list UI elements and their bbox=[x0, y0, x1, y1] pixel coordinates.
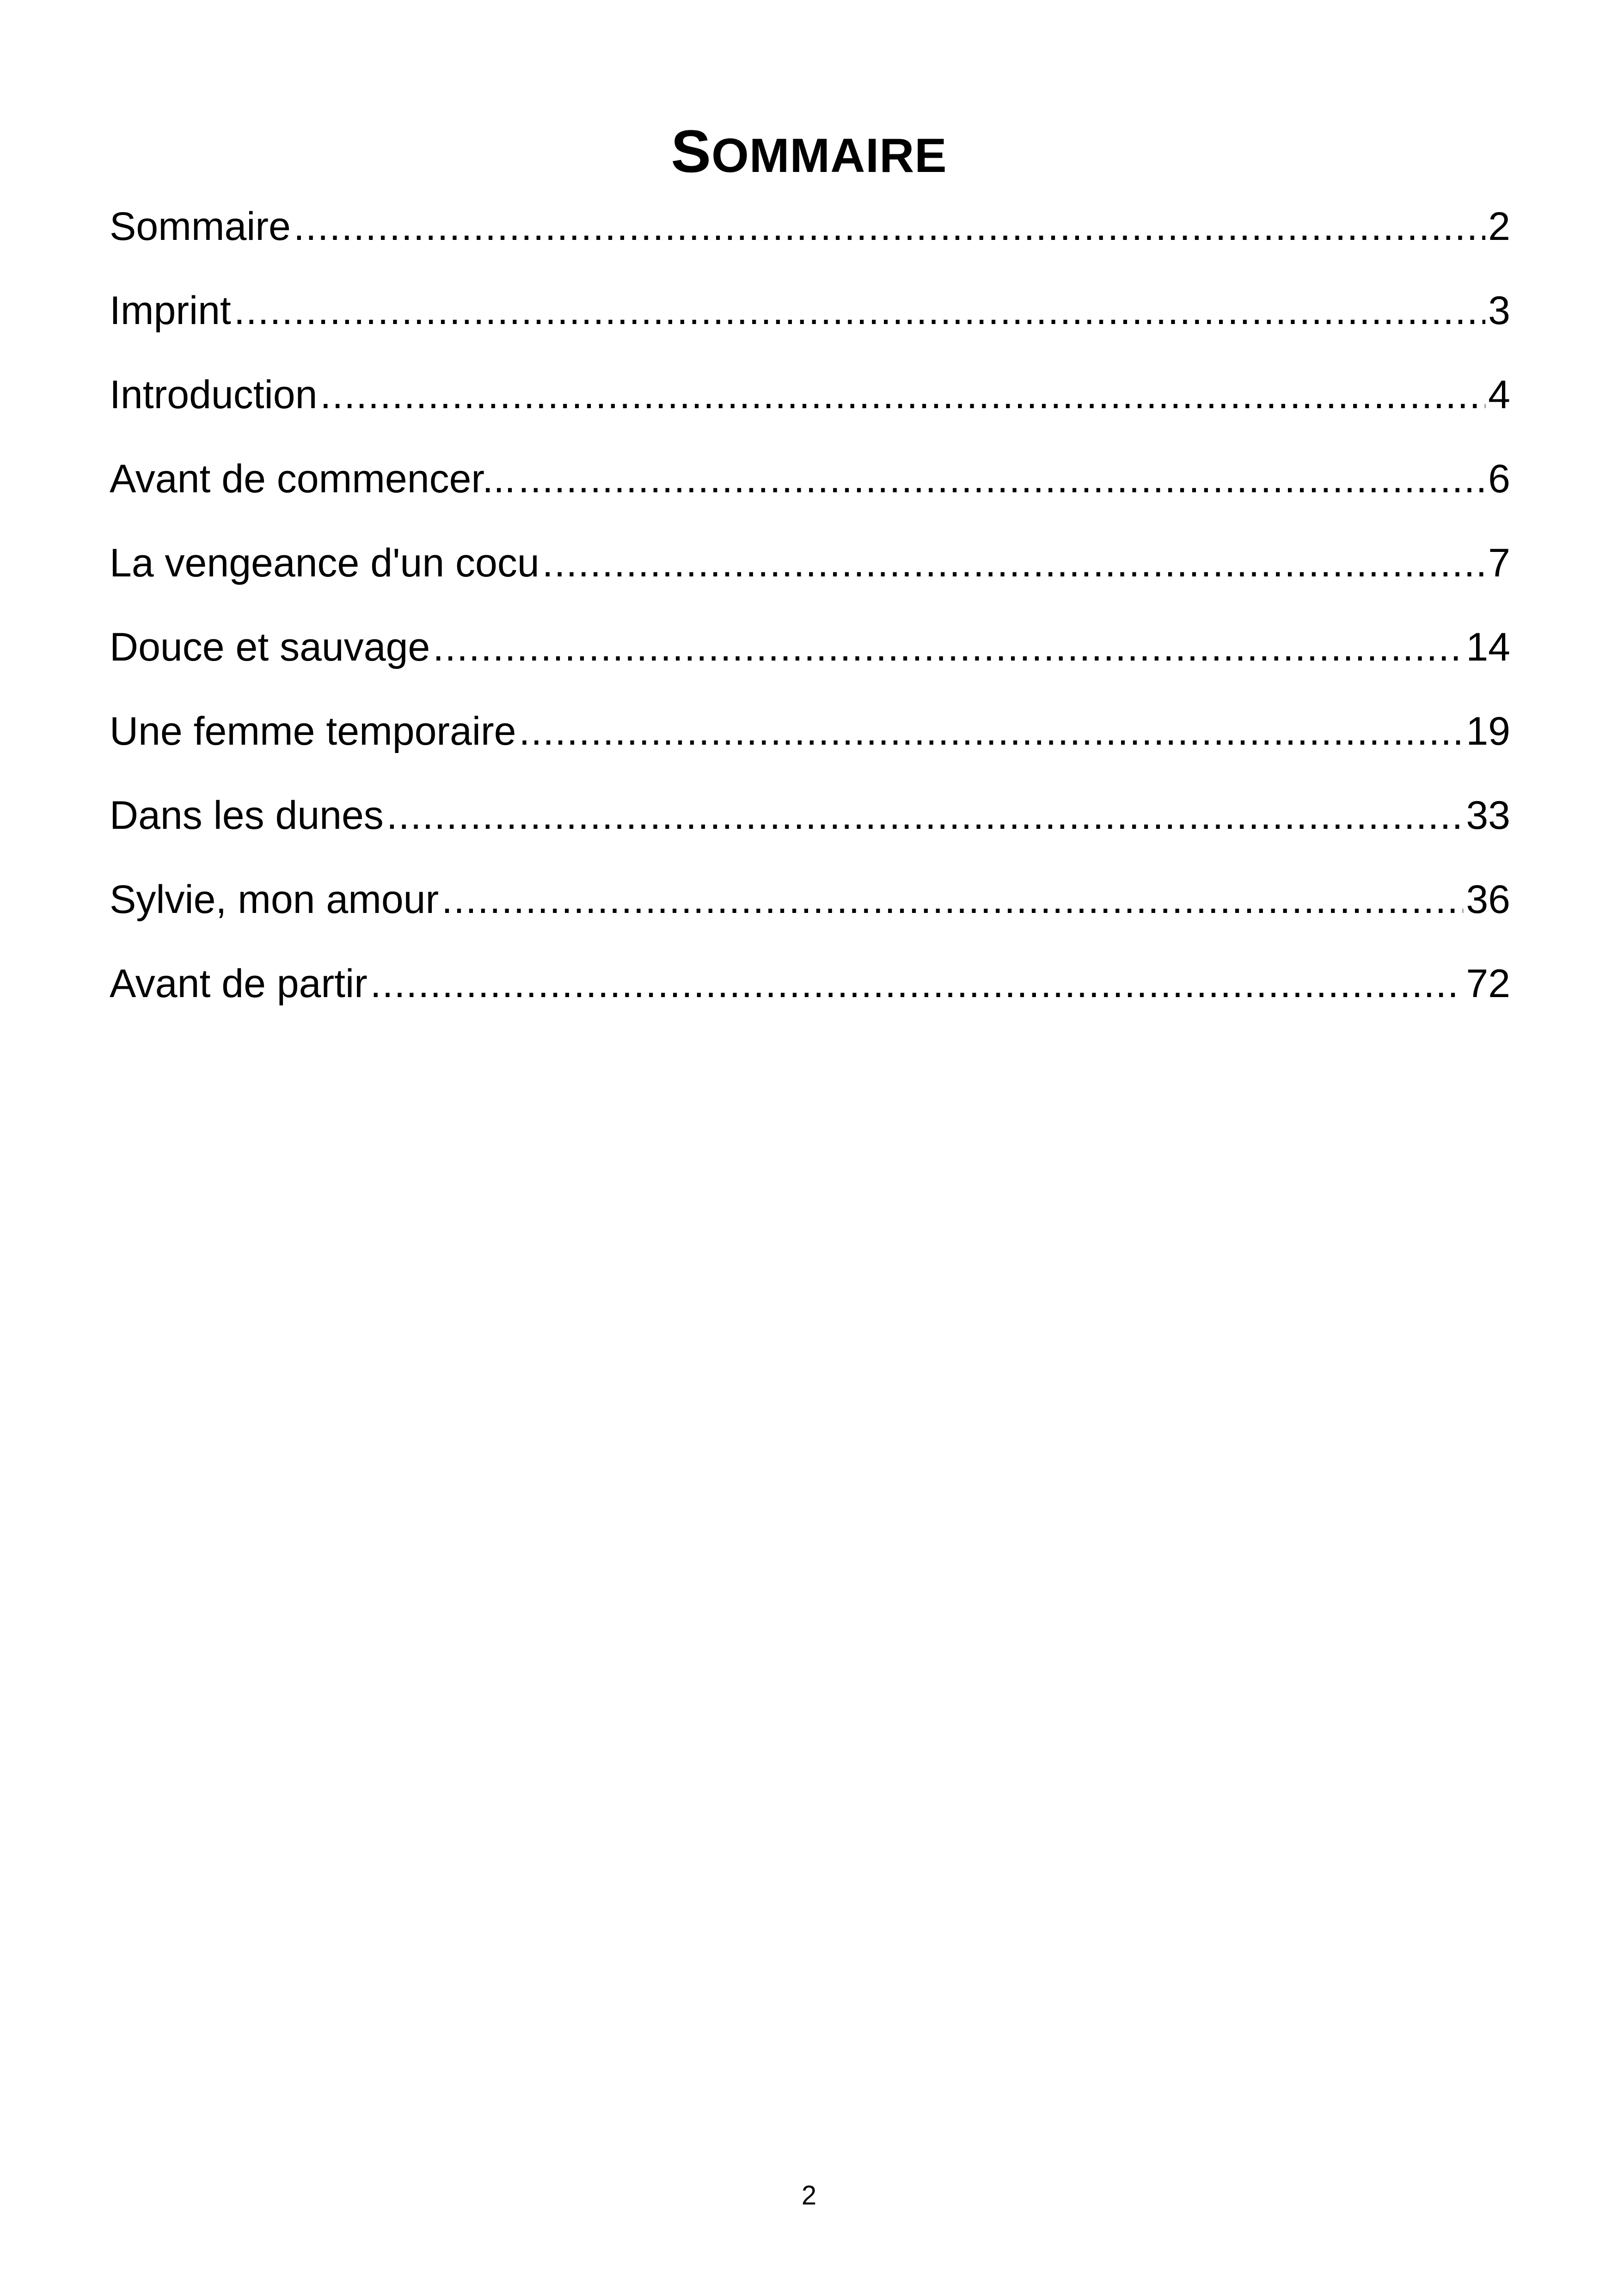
toc-entry-label: Une femme temporaire bbox=[110, 709, 516, 753]
toc-entry-label: Sommaire bbox=[110, 204, 291, 249]
page-number: 2 bbox=[801, 2180, 817, 2210]
toc-entry-page: 72 bbox=[1466, 961, 1510, 1006]
toc-entry-page: 4 bbox=[1488, 373, 1510, 417]
toc-entry-page: 36 bbox=[1466, 877, 1510, 922]
page-title-initial: S bbox=[671, 117, 712, 185]
toc-entry-introduction[interactable] bbox=[110, 362, 1510, 447]
toc-entry-label: Sylvie, mon amour bbox=[110, 877, 439, 922]
toc-entry-dans-les-dunes[interactable] bbox=[110, 783, 1510, 867]
toc-entry-page: 19 bbox=[1466, 709, 1510, 753]
toc-dot-leader bbox=[234, 278, 1485, 343]
toc-entry-label: Avant de commencer... bbox=[110, 457, 515, 501]
toc-dot-leader bbox=[320, 362, 1485, 427]
toc-entry-page: 33 bbox=[1466, 793, 1510, 838]
toc-entry-label: Douce et sauvage bbox=[110, 625, 430, 669]
toc-dot-leader bbox=[441, 867, 1463, 932]
toc-entry-page: 14 bbox=[1466, 625, 1510, 669]
toc-dot-leader bbox=[370, 951, 1464, 1016]
page-title-rest: OMMAIRE bbox=[711, 129, 947, 183]
toc-entry-page: 7 bbox=[1488, 541, 1510, 585]
toc-dot-leader bbox=[294, 194, 1485, 259]
toc-dot-leader bbox=[518, 447, 1485, 511]
toc-dot-leader bbox=[519, 699, 1463, 764]
toc-entry-label: Introduction bbox=[110, 373, 318, 417]
toc-entry-une-femme-temporaire[interactable] bbox=[110, 699, 1510, 783]
toc-entry-page: 2 bbox=[1488, 204, 1510, 249]
page-title bbox=[0, 117, 1618, 186]
toc-entry-page: 3 bbox=[1488, 288, 1510, 333]
toc-entry-sommaire[interactable] bbox=[110, 194, 1510, 278]
table-of-contents bbox=[110, 194, 1510, 1035]
toc-entry-page: 6 bbox=[1488, 457, 1510, 501]
toc-entry-label: Avant de partir bbox=[110, 961, 368, 1006]
toc-entry-label: Dans les dunes bbox=[110, 793, 384, 838]
toc-dot-leader bbox=[386, 783, 1464, 848]
toc-entry-imprint[interactable] bbox=[110, 278, 1510, 362]
toc-dot-leader bbox=[542, 531, 1485, 595]
toc-entry-sylvie-mon-amour[interactable] bbox=[110, 867, 1510, 951]
toc-entry-label: Imprint bbox=[110, 288, 231, 333]
toc-entry-avant-de-commencer[interactable] bbox=[110, 447, 1510, 531]
toc-dot-leader bbox=[433, 615, 1463, 680]
toc-entry-avant-de-partir[interactable] bbox=[110, 951, 1510, 1035]
toc-entry-la-vengeance[interactable] bbox=[110, 531, 1510, 615]
toc-entry-douce-et-sauvage[interactable] bbox=[110, 615, 1510, 699]
toc-entry-label: La vengeance d'un cocu bbox=[110, 541, 539, 585]
